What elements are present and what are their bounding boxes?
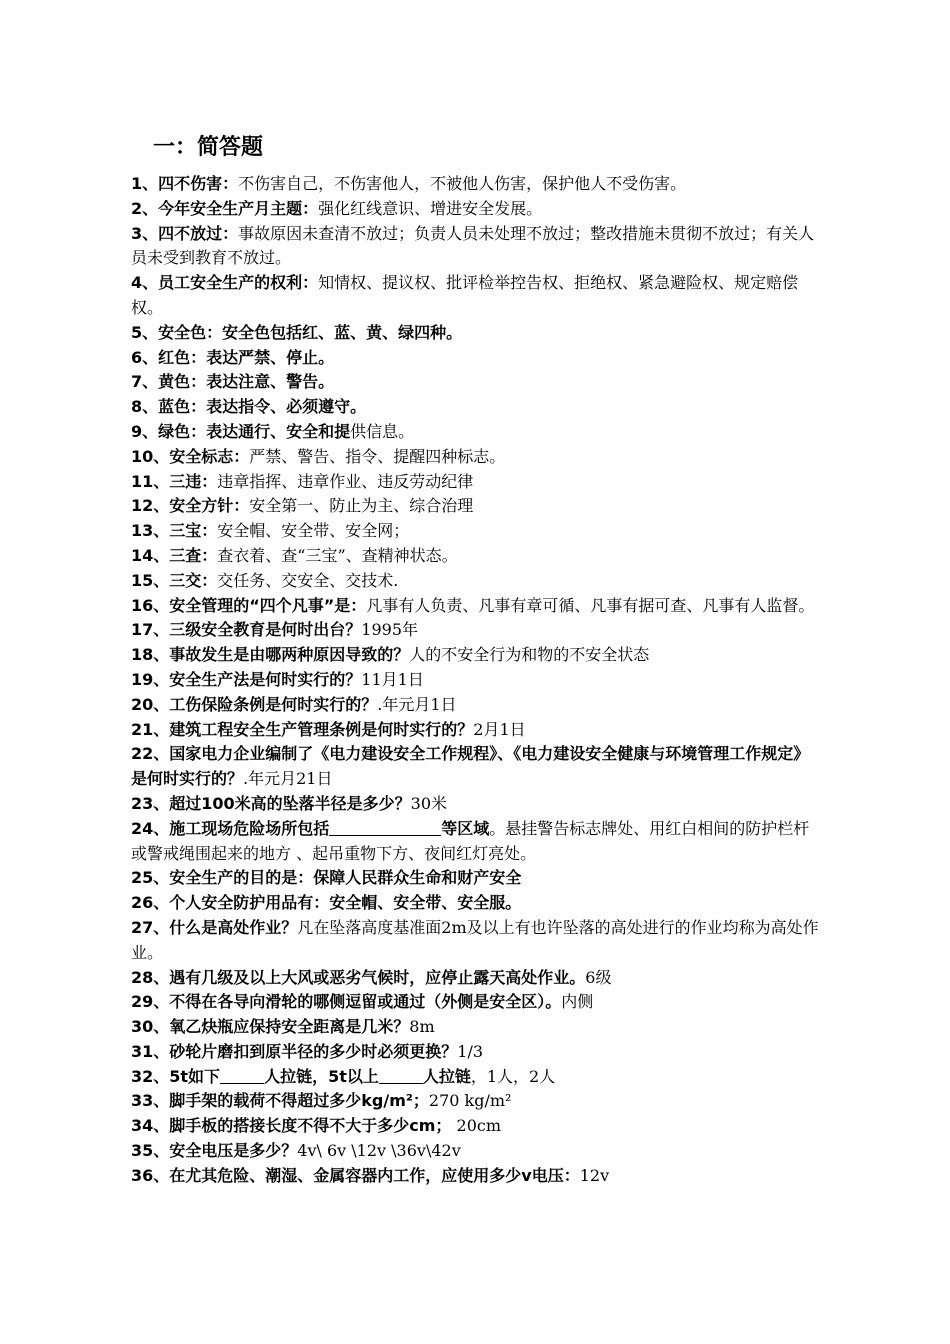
qa-item xyxy=(131,594,821,619)
qa-item xyxy=(131,445,821,470)
question-text: 13、三宝： xyxy=(131,521,218,541)
answer-text: 2月1日 xyxy=(473,719,526,739)
question-text: 17、三级安全教育是何时出台？ xyxy=(131,620,362,640)
answer-text: 人的不安全行为和物的不安全状态 xyxy=(409,645,650,665)
section-heading: 一：简答题 xyxy=(153,135,264,160)
qa-item xyxy=(131,346,821,371)
qa-item xyxy=(131,395,821,420)
question-text: 12、安全方针： xyxy=(131,496,250,516)
question-text: 30、氧乙炔瓶应保持安全距离是几米？ xyxy=(131,1017,410,1037)
question-text: 6、红色：表达严禁、停止。 xyxy=(131,347,335,367)
answer-text: 12v xyxy=(579,1165,610,1185)
answer-text: 不伤害自己，不伤害他人，不被他人伤害，保护他人不受伤害。 xyxy=(238,174,687,193)
question-text: 29、不得在各导向滑轮的哪侧逗留或通过（外侧是安全区）。 xyxy=(131,992,562,1012)
question-text: 24、施工现场危险场所包括 xyxy=(131,818,330,838)
question-text: 9、绿色：表达通行、安全和提 xyxy=(131,421,351,441)
answer-text: 安全第一、防止为主、综合治理 xyxy=(249,496,474,516)
question-text: 28、遇有几级及以上大风或恶劣气候时，应停止露天高处作业。 xyxy=(131,967,586,987)
question-text: 8、蓝色：表达指令、必须遵守。 xyxy=(131,397,367,417)
question-text: 10、安全标志： xyxy=(131,446,250,466)
question-text: 35、安全电压是多少？ xyxy=(131,1141,298,1161)
question-text: 1、四不伤害： xyxy=(131,174,239,193)
question-text: 15、三交： xyxy=(131,570,218,590)
question-text: 4、员工安全生产的权利： xyxy=(131,273,319,293)
answer-text: 严禁、警告、指令、提醒四种标志。 xyxy=(249,446,506,466)
question-text: 21、建筑工程安全生产管理条例是何时实行的？ xyxy=(131,719,474,739)
answer-text: 供信息。 xyxy=(350,421,415,441)
qa-item xyxy=(131,420,821,445)
answer-text: 凡事有人负责、凡事有章可循、凡事有据可查、凡事有人监督。 xyxy=(366,595,815,615)
answer-text: 30米 xyxy=(410,793,448,813)
answer-text: 11月1日 xyxy=(361,669,424,689)
qa-item xyxy=(131,197,821,222)
answer-text: 1995年 xyxy=(361,620,419,640)
qa-item xyxy=(131,916,821,966)
question-text: 3、四不放过： xyxy=(131,223,239,243)
answer-text: 知情权、提议权、批评检举控告权、拒绝权、紧急避险权、规定赔偿权。 xyxy=(131,273,799,317)
qa-list xyxy=(131,172,821,1189)
qa-item xyxy=(131,321,821,346)
qa-item xyxy=(131,792,821,817)
answer-text: 交任务、交安全、交技术. xyxy=(217,570,399,590)
qa-item xyxy=(131,1015,821,1040)
qa-item xyxy=(131,643,821,668)
qa-item xyxy=(131,891,821,916)
qa-item xyxy=(131,172,821,197)
document-page xyxy=(131,132,821,1189)
question-text: 31、砂轮片磨扣到原半径的多少时必须更换？ xyxy=(131,1041,458,1061)
question-text: 27、什么是高处作业？ xyxy=(131,917,298,937)
qa-item xyxy=(131,494,821,519)
qa-item xyxy=(131,1040,821,1065)
answer-text: 4v\ 6v \12v \36v\42v xyxy=(297,1141,461,1161)
answer-text: 内侧 xyxy=(561,992,594,1012)
question-text: 16、安全管理的“四个凡事”是： xyxy=(131,595,367,615)
answer-text: .年元月21日 xyxy=(243,769,333,789)
question-text: 32、5t如下 xyxy=(131,1066,221,1086)
fill-blank xyxy=(220,1067,264,1084)
qa-item xyxy=(131,866,821,891)
qa-item xyxy=(131,618,821,643)
fill-blank xyxy=(379,1067,423,1084)
qa-item xyxy=(131,693,821,718)
answer-text: 凡在坠落高度基准面2m及以上有也许坠落的高处进行的作业均称为高处作业。 xyxy=(131,917,819,962)
question-text: 5、安全色：安全色包括红、蓝、黄、绿四种。 xyxy=(131,322,463,342)
question-text: 18、事故发生是由哪两种原因导致的？ xyxy=(131,645,410,665)
answer-text: 安全帽、安全带、安全网； xyxy=(217,521,410,541)
question-text: 23、超过100米高的坠落半径是多少？ xyxy=(131,793,411,813)
qa-item xyxy=(131,519,821,544)
question-text: 36、在尤其危险、潮湿、金属容器内工作，应使用多少v电压： xyxy=(131,1165,580,1185)
question-text: 2、今年安全生产月主题： xyxy=(131,198,319,218)
question-text: 22、国家电力企业编制了《电力建设安全工作规程》、《电力建设安全健康与环境管理工作规定》是何时实行的？ xyxy=(131,744,810,789)
question-text: 等区域 xyxy=(441,818,490,838)
answer-text: 。悬挂警告标志牌处、用红白相间的防护栏杆或警戒绳围起来的地方 、起吊重物下方、夜间红灯亮处。 xyxy=(131,818,810,863)
question-text: 14、三查： xyxy=(131,545,218,565)
qa-item xyxy=(131,569,821,594)
answer-text: 6级 xyxy=(585,967,612,987)
question-text: 19、安全生产法是何时实行的？ xyxy=(131,669,362,689)
qa-item xyxy=(131,966,821,991)
question-text: 11、三违： xyxy=(131,471,218,491)
qa-item xyxy=(131,817,821,867)
answer-text: .年元月1日 xyxy=(377,694,457,714)
answer-text: 270 kg/m² xyxy=(428,1091,512,1111)
qa-item xyxy=(131,370,821,395)
qa-item xyxy=(131,544,821,569)
question-text: 人拉链，5t以上 xyxy=(264,1066,379,1086)
qa-item xyxy=(131,222,821,272)
answer-text: 1/3 xyxy=(457,1041,484,1061)
answer-text: 查衣着、查“三宝”、查精神状态。 xyxy=(217,545,458,565)
question-text: 20、工伤保险条例是何时实行的？ xyxy=(131,694,378,714)
qa-item xyxy=(131,742,821,792)
answer-text: 违章指挥、违章作业、违反劳动纪律 xyxy=(217,471,474,491)
qa-item xyxy=(131,271,821,321)
answer-text: 强化红线意识、增进安全发展。 xyxy=(318,198,543,218)
qa-item xyxy=(131,1065,821,1090)
question-text: 34、脚手板的搭接长度不得不大于多少cm； xyxy=(131,1116,452,1136)
qa-item xyxy=(131,1114,821,1139)
answer-text: 20cm xyxy=(451,1116,502,1136)
fill-blank xyxy=(329,819,441,836)
qa-item xyxy=(131,1139,821,1164)
question-text: 26、个人安全防护用品有：安全帽、安全带、安全服。 xyxy=(131,893,522,913)
qa-item xyxy=(131,1089,821,1114)
question-text: 33、脚手架的载荷不得超过多少kg/m²； xyxy=(131,1091,429,1111)
answer-text: 事故原因未查清不放过；负责人员未处理不放过；整改措施未贯彻不放过；有关人员未受到教育不放过。 xyxy=(131,223,815,268)
qa-item xyxy=(131,718,821,743)
question-text: 25、安全生产的目的是：保障人民群众生命和财产安全 xyxy=(131,868,522,888)
question-text: 7、黄色：表达注意、警告。 xyxy=(131,372,335,392)
qa-item xyxy=(131,668,821,693)
qa-item xyxy=(131,1164,821,1189)
answer-text: ，1人，2人 xyxy=(470,1066,556,1086)
qa-item xyxy=(131,990,821,1015)
qa-item xyxy=(131,470,821,495)
answer-text: 8m xyxy=(409,1017,435,1037)
question-text: 人拉链 xyxy=(422,1066,471,1086)
